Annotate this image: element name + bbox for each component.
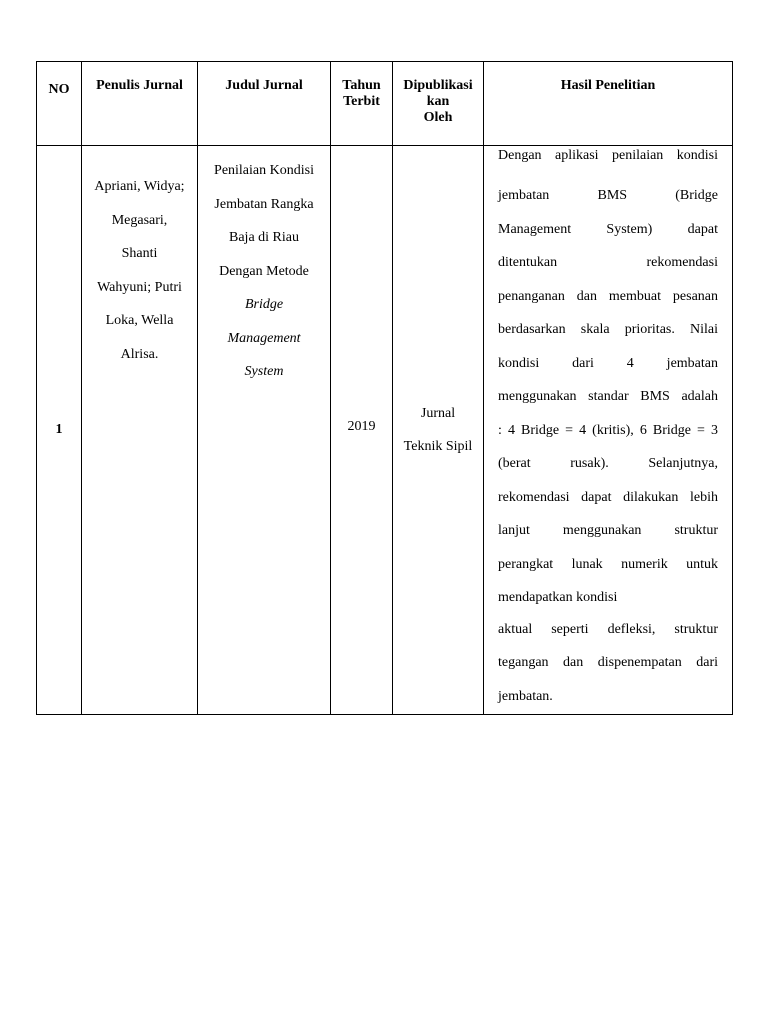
cell-tahun: 2019	[331, 146, 393, 715]
cell-hasil	[484, 146, 733, 715]
hasil-line: rekomendasi dapat dilakukan lebih	[498, 489, 718, 505]
judul-italic-line: Management	[227, 330, 301, 346]
header-dipublikasi-line2: kan	[426, 94, 450, 109]
header-tahun	[331, 62, 393, 146]
penulis-line: Shanti	[121, 246, 158, 261]
hasil-line: menggunakan standar BMS adalah	[498, 389, 718, 404]
hasil-line: lanjut menggunakan struktur	[498, 523, 718, 538]
judul-line: Dengan Metode	[219, 263, 309, 279]
dipublikasi-line: Teknik Sipil	[403, 439, 473, 454]
penulis-line: Wahyuni; Putri	[97, 279, 182, 295]
table-row	[37, 146, 733, 715]
penulis-line: Loka, Wella	[105, 313, 174, 328]
header-no: NO	[37, 62, 82, 146]
header-penulis: Penulis Jurnal	[82, 62, 198, 146]
hasil-line: Management System) dapat	[498, 221, 718, 237]
judul-line: Jembatan Rangka	[214, 196, 314, 212]
header-hasil: Hasil Penelitian	[484, 62, 733, 146]
hasil-line: kondisi dari 4 jembatan	[498, 355, 718, 371]
penulis-line: Apriani, Widya;	[94, 179, 185, 194]
header-dipublikasi-line3: Oleh	[423, 110, 453, 125]
header-judul: Judul Jurnal	[198, 62, 331, 146]
cell-judul	[198, 146, 331, 715]
penulis-line: Megasari,	[111, 212, 168, 228]
judul-italic-line: System	[244, 364, 284, 379]
hasil-line: perangkat lunak numerik untuk	[498, 556, 718, 572]
hasil-line: penanganan dan membuat pesanan	[498, 288, 718, 304]
journal-table	[36, 61, 733, 715]
hasil-line: jembatan BMS (Bridge	[498, 188, 718, 203]
hasil-line: tegangan dan dispenempatan dari	[498, 655, 718, 670]
judul-line: Penilaian Kondisi	[214, 163, 314, 178]
hasil-line: mendapatkan kondisi	[498, 590, 618, 605]
hasil-line: berdasarkan skala prioritas. Nilai	[498, 322, 718, 337]
hasil-line: Dengan aplikasi penilaian kondisi	[498, 148, 718, 163]
hasil-line: : 4 Bridge = 4 (kritis), 6 Bridge = 3	[498, 422, 718, 438]
hasil-line: jembatan.	[498, 688, 553, 704]
cell-no: 1	[37, 146, 82, 715]
cell-penulis	[82, 146, 198, 715]
table-header-row	[37, 62, 733, 146]
header-dipublikasi	[393, 62, 484, 146]
hasil-line: aktual seperti defleksi, struktur	[498, 621, 718, 637]
dipublikasi-line: Jurnal	[420, 405, 456, 421]
penulis-line: Alrisa.	[120, 346, 159, 362]
header-tahun-line1: Tahun	[342, 78, 381, 93]
judul-italic-line: Bridge	[244, 297, 284, 312]
hasil-line: ditentukan rekomendasi	[498, 255, 718, 270]
hasil-line: (berat rusak). Selanjutnya,	[498, 456, 718, 471]
header-tahun-line2: Terbit	[343, 94, 380, 109]
cell-dipublikasi	[393, 146, 484, 715]
header-dipublikasi-line1: Dipublikasi	[403, 78, 473, 93]
judul-line: Baja di Riau	[229, 230, 299, 245]
